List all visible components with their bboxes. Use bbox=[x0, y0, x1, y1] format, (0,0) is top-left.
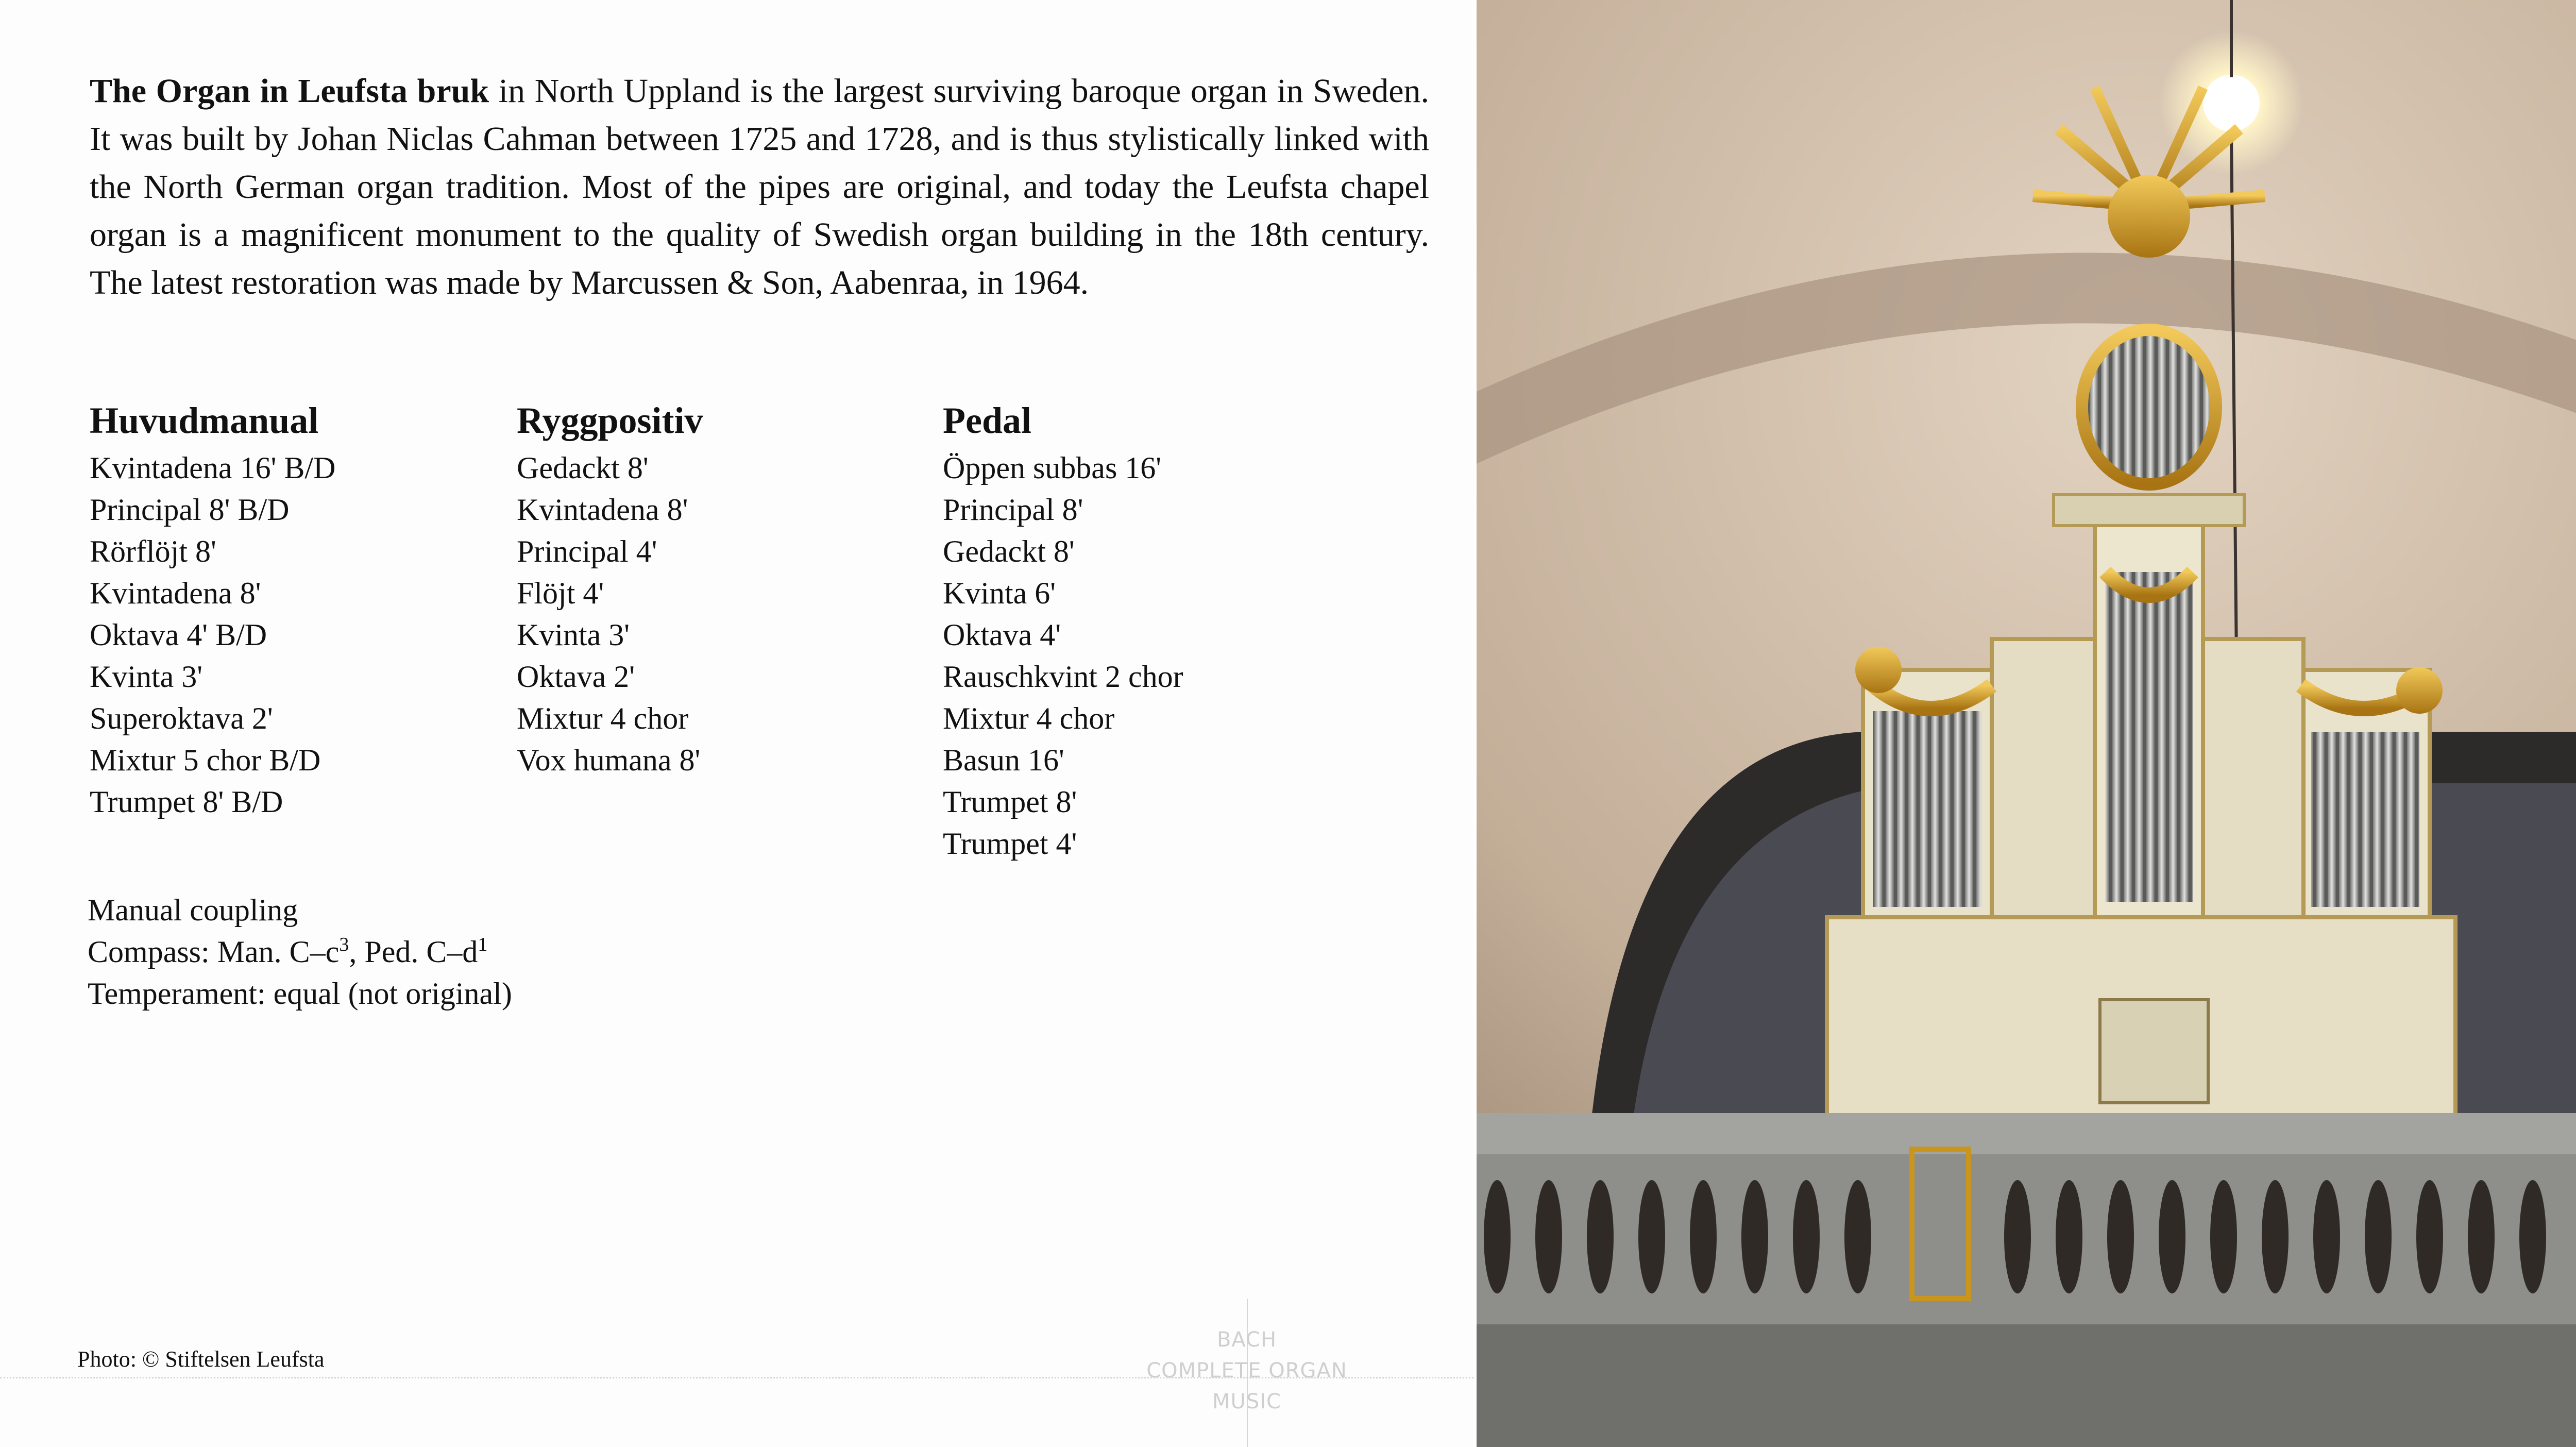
stop-item: Mixtur 4 chor bbox=[943, 701, 1115, 735]
stop-list bbox=[90, 447, 335, 823]
division-title: Huvudmanual bbox=[90, 400, 319, 441]
stop-item: Flöjt 4' bbox=[517, 576, 604, 610]
intro-text: in North Uppland is the largest surviving baroque organ in Sweden. It was built by Johan Niclas Cahman between 1725 and 1728, and is thus stylistically linked with the North German organ tradition. Most of the pipes are original, and today the Leufsta chapel organ is a magnificent monument to the quality of Swedish organ building in the 18th century. The latest restoration was made by Marcussen & Son, Aabenraa, in 1964. bbox=[90, 72, 1429, 301]
stop-item: Principal 4' bbox=[517, 534, 657, 568]
stop-item: Kvinta 6' bbox=[943, 576, 1056, 610]
left-angel-ornament bbox=[1855, 647, 1902, 693]
intro-lead: The Organ in Leufsta bruk bbox=[90, 72, 489, 110]
crown-pipe-cluster bbox=[2082, 330, 2216, 484]
organ-illustration bbox=[1477, 0, 2576, 1447]
console-panel bbox=[2100, 1000, 2208, 1103]
right-flat-frame bbox=[2195, 639, 2303, 917]
balustrade-rail bbox=[1477, 1113, 2576, 1154]
stop-item: Gedackt 8' bbox=[943, 534, 1075, 568]
stop-item: Öppen subbas 16' bbox=[943, 451, 1162, 485]
stop-item: Mixtur 5 chor B/D bbox=[90, 743, 321, 777]
stop-item: Trumpet 8' B/D bbox=[90, 785, 283, 819]
stop-item: Oktava 4' B/D bbox=[90, 618, 267, 652]
stop-item: Principal 8' B/D bbox=[90, 493, 290, 527]
stop-item: Rörflöjt 8' bbox=[90, 534, 216, 568]
stop-item: Superoktava 2' bbox=[90, 701, 273, 735]
gallery-balustrade bbox=[1477, 1113, 2576, 1447]
organ-photo bbox=[1477, 0, 2576, 1447]
stop-item: Kvintadena 8' bbox=[90, 576, 261, 610]
center-pipe-flat bbox=[2105, 572, 2193, 902]
stop-item: Vox humana 8' bbox=[517, 743, 701, 777]
division-title: Pedal bbox=[943, 400, 1031, 441]
stop-item: Mixtur 4 chor bbox=[517, 701, 689, 735]
stop-item: Kvinta 3' bbox=[517, 618, 630, 652]
stop-item: Oktava 2' bbox=[517, 660, 635, 694]
stop-item: Kvintadena 8' bbox=[517, 493, 688, 527]
stop-item: Basun 16' bbox=[943, 743, 1064, 777]
temperament: Temperament: equal (not original) bbox=[88, 977, 512, 1011]
stop-item: Gedackt 8' bbox=[517, 451, 649, 485]
division-ryggpositiv bbox=[517, 396, 703, 781]
series-watermark bbox=[1128, 1324, 1365, 1417]
upper-cornice bbox=[2054, 495, 2244, 526]
stop-list bbox=[517, 447, 703, 781]
left-flat-frame bbox=[1992, 639, 2100, 917]
organ-notes bbox=[88, 889, 512, 1015]
stop-item: Principal 8' bbox=[943, 493, 1083, 527]
compass-superscript: 1 bbox=[478, 934, 488, 955]
stop-item: Trumpet 8' bbox=[943, 785, 1077, 819]
right-pipe-flat bbox=[2311, 732, 2419, 907]
lamp-bulb bbox=[2203, 75, 2260, 131]
compass-superscript: 3 bbox=[339, 934, 349, 955]
division-title: Ryggpositiv bbox=[517, 400, 703, 441]
division-pedal bbox=[943, 396, 1183, 865]
balustrade-base bbox=[1477, 1324, 2576, 1447]
right-angel-ornament bbox=[2396, 667, 2443, 714]
compass-line bbox=[88, 931, 512, 973]
stop-item: Kvintadena 16' B/D bbox=[90, 451, 336, 485]
stop-item: Trumpet 4' bbox=[943, 827, 1077, 861]
intro-paragraph bbox=[90, 67, 1429, 307]
watermark-line: COMPLETE ORGAN MUSIC bbox=[1146, 1359, 1347, 1414]
watermark-line: BACH bbox=[1216, 1328, 1277, 1352]
stop-item: Kvinta 3' bbox=[90, 660, 203, 694]
photo-credit: Photo: © Stiftelsen Leufsta bbox=[77, 1347, 325, 1372]
stop-list bbox=[943, 447, 1183, 865]
division-huvudmanual bbox=[90, 396, 335, 823]
stop-item: Oktava 4' bbox=[943, 618, 1061, 652]
compass-label: Compass: Man. C–c bbox=[88, 935, 340, 969]
manual-coupling: Manual coupling bbox=[88, 893, 298, 927]
stop-item: Rauschkvint 2 chor bbox=[943, 660, 1183, 694]
left-pipe-flat bbox=[1873, 711, 1981, 907]
compass-pedal: , Ped. C–d bbox=[349, 935, 478, 969]
